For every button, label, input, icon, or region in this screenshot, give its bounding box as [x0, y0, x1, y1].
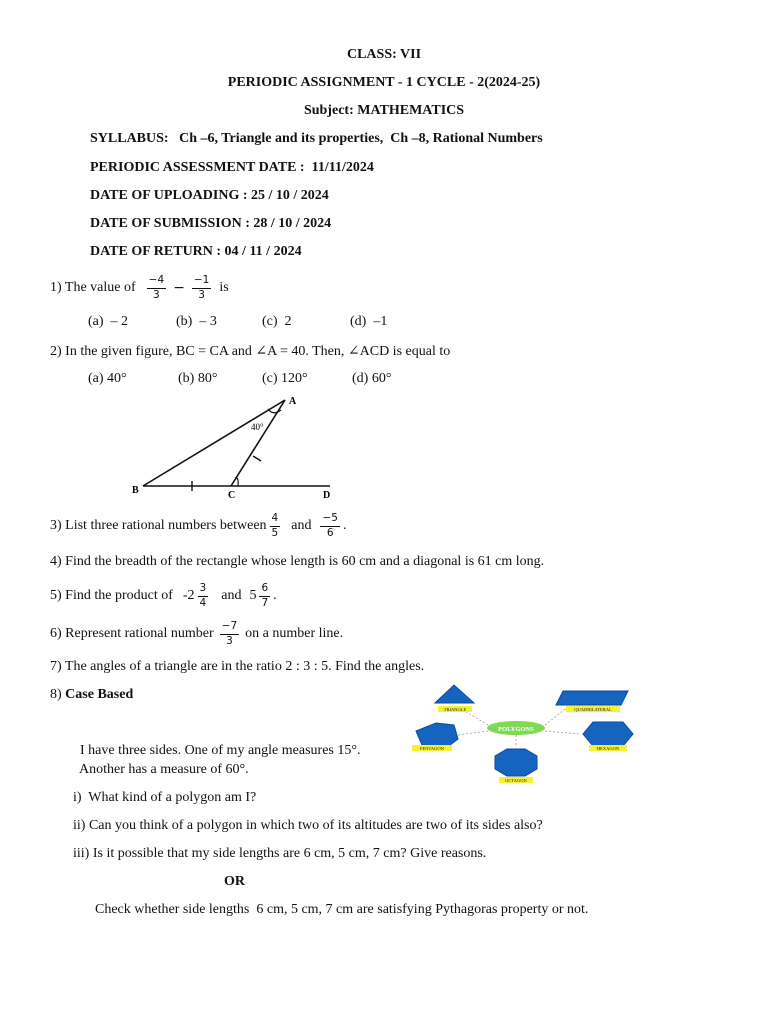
q2-option-d: (d) 60°: [352, 371, 392, 386]
q5-frac1-num: 3: [198, 583, 209, 596]
pentagon-shape: [416, 723, 458, 748]
subject-title: Subject: MATHEMATICS: [303, 103, 465, 118]
question-2: 2) In the given figure, BC = CA and ∠A = 40. Then, ∠ACD is equal to: [50, 344, 451, 359]
q6-fraction: [220, 621, 239, 646]
q6-prefix: 6) Represent rational number: [50, 626, 214, 641]
q5-whole-2: 5: [249, 588, 257, 603]
octagon-label: OCTAGON: [505, 778, 527, 783]
q5-whole-1: -2: [182, 588, 195, 603]
sub-question-ii: ii) Can you think of a polygon in which two of its altitudes are two of its sides also?: [73, 818, 543, 833]
q1-frac1-den: 3: [153, 288, 160, 301]
question-4: 4) Find the breadth of the rectangle whose length is 60 cm and a diagonal is 61 cm long.: [50, 554, 545, 569]
sub-question-iii: iii) Is it possible that my side lengths are 6 cm, 5 cm, 7 cm? Give reasons.: [73, 846, 487, 861]
q3-frac1-num: 4: [270, 513, 281, 526]
triangle-figure: [125, 392, 340, 502]
return-date: DATE OF RETURN : 04 / 11 / 2024: [90, 244, 302, 259]
upload-date: DATE OF UPLOADING : 25 / 10 / 2024: [90, 188, 329, 203]
q1-frac2-num: −1: [192, 275, 211, 288]
q6-frac-num: −7: [220, 621, 239, 634]
angle-40-label: 40°: [251, 422, 264, 432]
q3-fraction-1: [270, 513, 281, 538]
hexagon-shape: [583, 722, 633, 746]
assignment-title: PERIODIC ASSIGNMENT - 1 CYCLE - 2(2024-25): [227, 75, 541, 90]
sub-question-i: i) What kind of a polygon am I?: [73, 790, 257, 805]
pentagon-label: PENTAGON: [420, 746, 444, 751]
connector-hexagon: [545, 731, 580, 734]
hexagon-label: HEXAGON: [596, 746, 620, 751]
q3-fraction-2: [320, 513, 339, 538]
q5-fraction-1: [198, 583, 209, 608]
question-5: [50, 580, 277, 612]
question-1: [50, 272, 229, 304]
q1-option-d: (d) –1: [350, 314, 388, 329]
tick-mark-ca: [253, 456, 261, 461]
q3-frac1-den: 5: [271, 526, 279, 539]
or-separator: OR: [224, 874, 245, 889]
connector-quadrilateral: [545, 707, 568, 725]
syllabus-line: SYLLABUS: Ch –6, Triangle and its properties, Ch –8, Rational Numbers: [90, 131, 543, 146]
q6-frac-den: 3: [226, 634, 233, 647]
q5-and: and: [221, 588, 242, 603]
submission-date: DATE OF SUBMISSION : 28 / 10 / 2024: [90, 216, 332, 231]
question-3: [50, 510, 346, 542]
label-b: B: [132, 485, 139, 496]
quadrilateral-label: QUADRILATERAL: [574, 707, 612, 712]
alternative-question: Check whether side lengths 6 cm, 5 cm, 7 cm are satisfying Pythagoras property or not.: [95, 902, 589, 917]
triangle-shape: [435, 685, 474, 703]
q2-option-a: (a) 40°: [88, 371, 127, 386]
q5-frac2-den: 7: [261, 596, 269, 609]
q1-suffix: is: [219, 280, 229, 295]
q2-option-c: (c) 120°: [262, 371, 308, 386]
q5-frac1-den: 4: [199, 596, 207, 609]
q5-fraction-2: [259, 583, 270, 608]
q3-frac2-num: −5: [320, 513, 339, 526]
q1-fraction-1: [147, 275, 166, 300]
q1-option-b: (b) – 3: [176, 314, 217, 329]
question-6: [50, 618, 343, 650]
label-d: D: [323, 490, 331, 501]
octagon-shape: [495, 749, 537, 776]
q1-option-c: (c) 2: [262, 314, 292, 329]
class-title: CLASS: VII: [346, 47, 422, 62]
line-ba: [143, 400, 285, 486]
polygons-center-label: POLYGONS: [498, 726, 534, 733]
q1-prefix: 1) The value of: [50, 280, 136, 295]
q5-frac2-num: 6: [259, 583, 270, 596]
q2-option-b: (b) 80°: [178, 371, 218, 386]
question-8-heading: [50, 687, 133, 703]
q1-fraction-2: [192, 275, 211, 300]
case-line-2: Another has a measure of 60°.: [79, 762, 249, 777]
q1-frac1-num: −4: [147, 275, 166, 288]
q1-minus-sign: −: [173, 280, 185, 296]
connector-pentagon: [458, 731, 488, 735]
polygons-diagram: [408, 683, 640, 787]
q8-number: 8): [50, 687, 62, 702]
q3-prefix: 3) List three rational numbers between: [50, 518, 267, 533]
q8-title: Case Based: [65, 687, 134, 702]
q5-suffix: .: [273, 588, 277, 603]
triangle-label: TRIANGLE: [443, 707, 467, 712]
q1-option-a: (a) – 2: [88, 314, 129, 329]
q3-frac2-den: 6: [326, 526, 334, 539]
quadrilateral-shape: [556, 691, 628, 705]
q3-suffix: .: [342, 518, 347, 533]
q3-and: and: [291, 518, 312, 533]
q1-frac2-den: 3: [198, 288, 205, 301]
case-line-1: I have three sides. One of my angle measures 15°.: [80, 743, 361, 758]
label-a: A: [289, 396, 297, 407]
question-7: 7) The angles of a triangle are in the ratio 2 : 3 : 5. Find the angles.: [50, 659, 425, 674]
assessment-date: PERIODIC ASSESSMENT DATE : 11/11/2024: [90, 160, 374, 175]
q6-suffix: on a number line.: [245, 626, 344, 641]
q5-prefix: 5) Find the product of: [50, 588, 173, 603]
label-c: C: [228, 490, 236, 501]
